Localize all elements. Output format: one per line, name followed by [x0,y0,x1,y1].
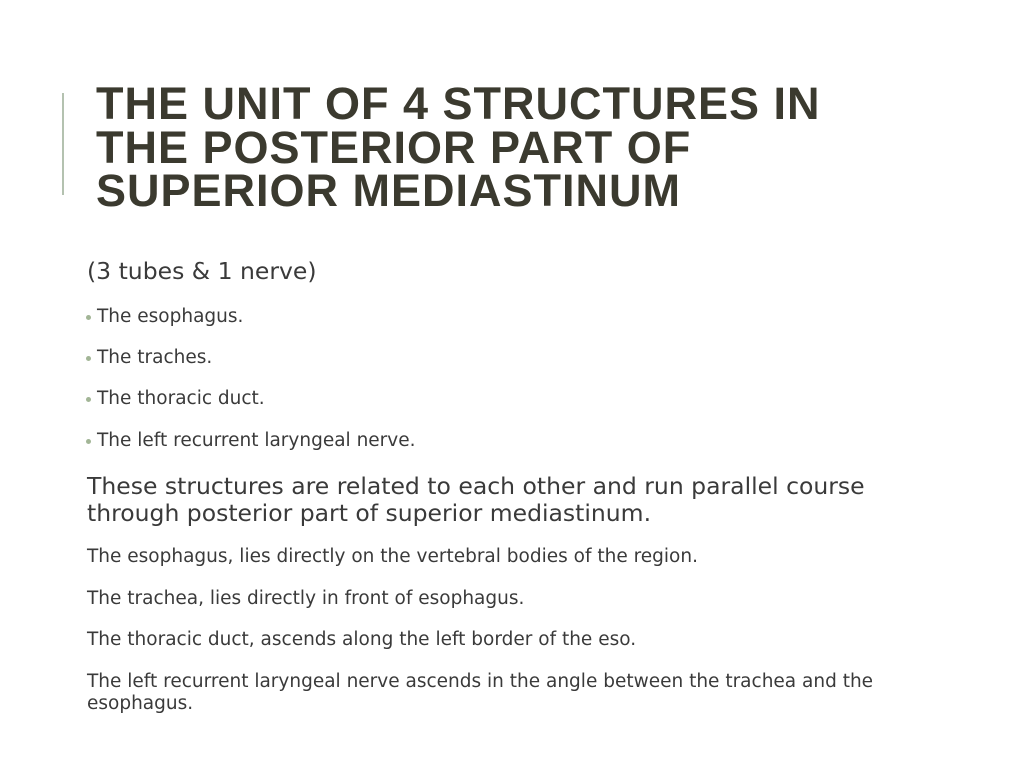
summary-paragraph: These structures are related to each other and run parallel course through posterior part of superior mediastinum. [87,472,865,527]
structures-count-note: (3 tubes & 1 nerve) [87,257,317,285]
title-line-2: THE POSTERIOR PART OF [96,121,692,173]
bullet-text: The traches. [97,347,213,368]
bullet-icon [86,439,91,444]
thoracic-duct-description: The thoracic duct, ascends along the left border of the eso. [87,629,637,650]
bullet-icon [86,356,91,361]
nerve-description: The left recurrent laryngeal nerve ascends in the angle between the trachea and the esophagus. [87,671,874,714]
slide-title [96,78,821,216]
trachea-description: The trachea, lies directly in front of esophagus. [87,588,525,609]
title-accent-rule [62,93,64,195]
bullet-text: The left recurrent laryngeal nerve. [97,430,416,451]
bullet-text: The thoracic duct. [97,388,265,409]
bullet-text: The esophagus. [97,306,244,327]
bullet-trachea [97,346,212,370]
bullet-icon [86,315,91,320]
esophagus-description: The esophagus, lies directly on the vertebral bodies of the region. [87,546,698,567]
bullet-icon [86,397,91,402]
title-line-3: SUPERIOR MEDIASTINUM [96,165,682,216]
bullet-thoracic-duct [97,387,265,411]
title-line-1: THE UNIT OF 4 STRUCTURES IN [96,78,821,129]
bullet-recurrent-laryngeal-nerve [97,429,416,453]
bullet-esophagus [97,305,243,329]
